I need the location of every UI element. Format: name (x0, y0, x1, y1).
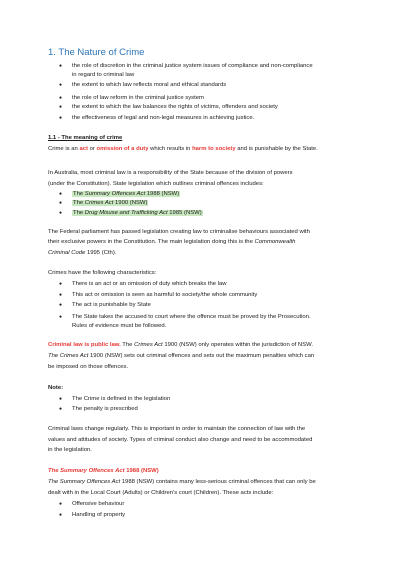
legislation-item: ● The Crimes Act 1900 (NSW) (59, 200, 148, 206)
bullet-icon: ● (59, 82, 63, 88)
paragraph-line: Criminal law is public law. The Crimes Act 1900 (NSW) only operates within the jurisdiction of NSW. (48, 342, 313, 348)
list-item: ● There is an act or an omission of duty which breaks the law (59, 281, 227, 287)
bullet-icon: ● (59, 302, 63, 308)
paragraph-line: In Australia, most criminal law is a responsibility of the State because of the division of powers (48, 170, 293, 176)
list-item: ● the extent to which law reflects moral and ethical standards (59, 82, 227, 88)
list-item: ● the role of law reform in the criminal justice system (59, 95, 204, 101)
paragraph-line: The Federal parliament has passed legislation creating law to criminalise behaviours associated with (48, 229, 310, 235)
bullet-icon: ● (59, 314, 63, 320)
bullet-icon: ● (59, 396, 63, 402)
bullet-icon: ● (59, 115, 63, 121)
bullet-icon: ● (59, 281, 63, 287)
bullet-icon: ● (59, 210, 63, 216)
bullet-icon: ● (59, 406, 63, 412)
list-item: ● the effectiveness of legal and non-legal measures in achieving justice. (59, 115, 255, 121)
paragraph-line: (under the Constitution). State legislation which outlines criminal offences includes: (48, 181, 264, 187)
list-item-continuation: in regard to criminal law (72, 72, 135, 78)
paragraph-line: The Summary Offences Act 1988 (NSW) contains many less-serious criminal offences that can only be (48, 479, 316, 485)
list-item-continuation: Rules of evidence must be followed. (72, 323, 167, 329)
paragraph-line: dealt with in the Local Court (Adults) or Children's court (Children). These acts include: (48, 490, 274, 496)
list-item: ● Handling of property (59, 512, 126, 518)
bullet-icon: ● (59, 63, 63, 69)
bullet-icon: ● (59, 191, 63, 197)
bullet-icon: ● (59, 292, 63, 298)
paragraph-line: Crimes have the following characteristics: (48, 270, 157, 276)
bullet-icon: ● (59, 104, 63, 110)
bullet-icon: ● (59, 501, 63, 507)
page-title: 1. The Nature of Crime (48, 47, 145, 58)
bullet-icon: ● (59, 200, 63, 206)
bullet-icon: ● (59, 512, 63, 518)
list-item: ● This act or omission is seen as harmful to society/the whole community (59, 292, 258, 298)
section-heading: The Summary Offences Act 1988 (NSW) (48, 468, 159, 474)
note-label: Note: (48, 385, 64, 391)
paragraph-line: The Crimes Act 1900 (NSW) sets out criminal offences and sets out the maximum penalties which can (48, 353, 315, 359)
bullet-icon: ● (59, 95, 63, 101)
paragraph-line: be imposed on those offences. (48, 364, 129, 370)
paragraph-line: their exclusive powers in the Constitution. The main legislation doing this is the Commonwealth (48, 239, 296, 245)
paragraph-line: Criminal laws change regularly. This is important in order to maintain the connection of law with the (48, 426, 306, 432)
list-item: ● The act is punishable by State (59, 302, 151, 308)
paragraph-line: values and attitudes of society. Types of criminal conduct also change and need to be accommodated (48, 437, 313, 443)
list-item: ● The penalty is prescribed (59, 406, 138, 412)
list-item: ● The State takes the accused to court where the offence must be proved by the Prosecution. (59, 314, 311, 320)
list-item: ● the extent to which the law balances the rights of victims, offenders and society (59, 104, 278, 110)
legislation-item: ● The Summary Offences Act 1988 (NSW) (59, 191, 180, 197)
list-item: ● Offensive behaviour (59, 501, 125, 507)
section-heading: 1.1 - The meaning of crime (48, 135, 123, 141)
crime-definition: Crime is an act or omission of a duty which results in harm to society and is punishable by the State. (48, 146, 318, 152)
legislation-item: ● The Drug Misuse and Trafficking Act 1985 (NSW) (59, 210, 202, 216)
list-item: ● The Crime is defined in the legislation (59, 396, 171, 402)
paragraph-line: in the legislation. (48, 447, 92, 453)
list-item: ● the role of discretion in the criminal justice system issues of compliance and non-compliance (59, 63, 313, 69)
paragraph-line: Criminal Code 1995 (Cth). (48, 250, 117, 256)
